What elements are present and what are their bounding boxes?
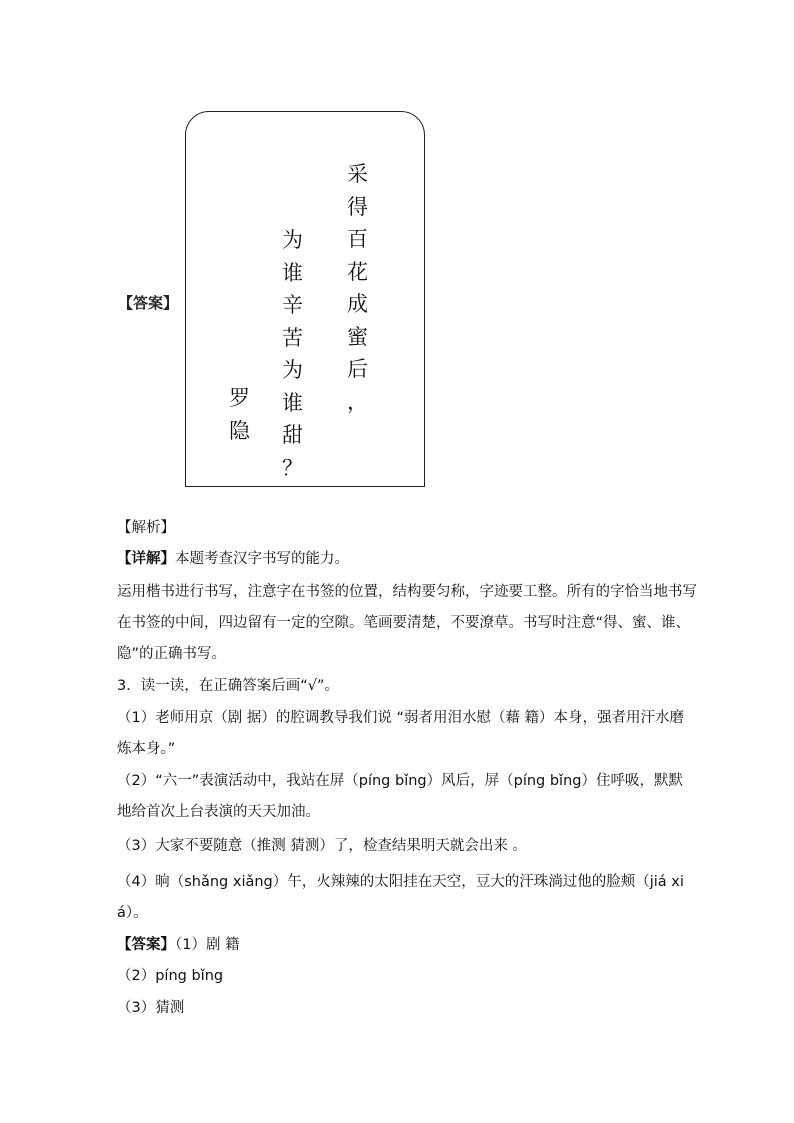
poem-char: 得	[347, 194, 368, 219]
analysis-para-line-2: 在书签的中间，四边留有一定的空隙。笔画要清楚，不要潦草。书写时注意“得、蜜、谁、	[117, 615, 691, 631]
question-title: 3．读一读，在正确答案后画“√”。	[117, 678, 339, 694]
poem-line-2	[282, 224, 303, 484]
question-item-line-5: （3）大家不要随意（推测 猜测）了，检查结果明天就会出来 。	[117, 838, 527, 854]
poem-char: 隐	[229, 418, 250, 443]
poem-char: 为	[282, 358, 303, 382]
analysis-para-line-3: 隐”的正确书写。	[117, 646, 227, 662]
detail-label: 【详解】	[117, 551, 175, 567]
poem-char: 苦	[282, 325, 303, 350]
poem-char: 采	[347, 162, 368, 186]
answer-line-3: （3）猜测	[117, 1000, 185, 1016]
poem-author	[229, 382, 250, 447]
analysis-para-line-1: 运用楷书进行书写，注意字在书签的位置，结构要匀称，字迹要工整。所有的字恰当地书写	[117, 584, 697, 600]
question-item-line-7: á）。	[117, 905, 148, 921]
answer-line-2: （2）píng bǐng	[117, 968, 224, 984]
poem-line-1	[347, 158, 368, 418]
poem-char: 花	[347, 259, 368, 284]
poem-char: ，	[347, 389, 368, 414]
poem-char: 成	[347, 292, 368, 316]
detail-text: 本题考查汉字书写的能力。	[175, 551, 349, 567]
poem-char: 辛	[282, 293, 303, 317]
answer-label: 【答案】	[118, 294, 179, 312]
poem-char: 百	[347, 227, 368, 251]
poem-char: 甜	[282, 423, 303, 447]
analysis-label: 【解析】	[117, 520, 175, 536]
poem-char: 罗	[229, 386, 250, 410]
poem-char: 为	[282, 228, 303, 252]
answer-label-2: 【答案】	[117, 937, 175, 953]
question-item-line-6: （4）晌（shǎng xiǎng）午，火辣辣的太阳挂在天空，豆大的汗珠淌过他的脸颊（jiá xi	[117, 874, 684, 890]
answer-1: （1）剧 籍	[175, 937, 240, 953]
poem-char: 蜜	[347, 324, 368, 349]
question-item-line-3: （2）“六一”表演活动中，我站在屏（píng bǐng）风后，屏（píng bǐng）住呼吸，默默	[117, 773, 683, 789]
question-item-line-1: （1）老师用京（剧 据）的腔调教导我们说 “弱者用泪水慰（藉 籍）本身，强者用汗水磨	[117, 710, 685, 726]
poem-char: 谁	[282, 390, 303, 415]
answer-line-1	[117, 935, 240, 955]
poem-char: 谁	[282, 260, 303, 285]
poem-char: 后	[347, 357, 368, 381]
question-item-line-4: 地给首次上台表演的天天加油。	[117, 804, 320, 820]
detail-line	[117, 549, 349, 569]
poem-char: ？	[282, 455, 303, 480]
question-item-line-2: 炼本身。”	[117, 741, 176, 757]
bookmark-frame	[185, 111, 425, 487]
